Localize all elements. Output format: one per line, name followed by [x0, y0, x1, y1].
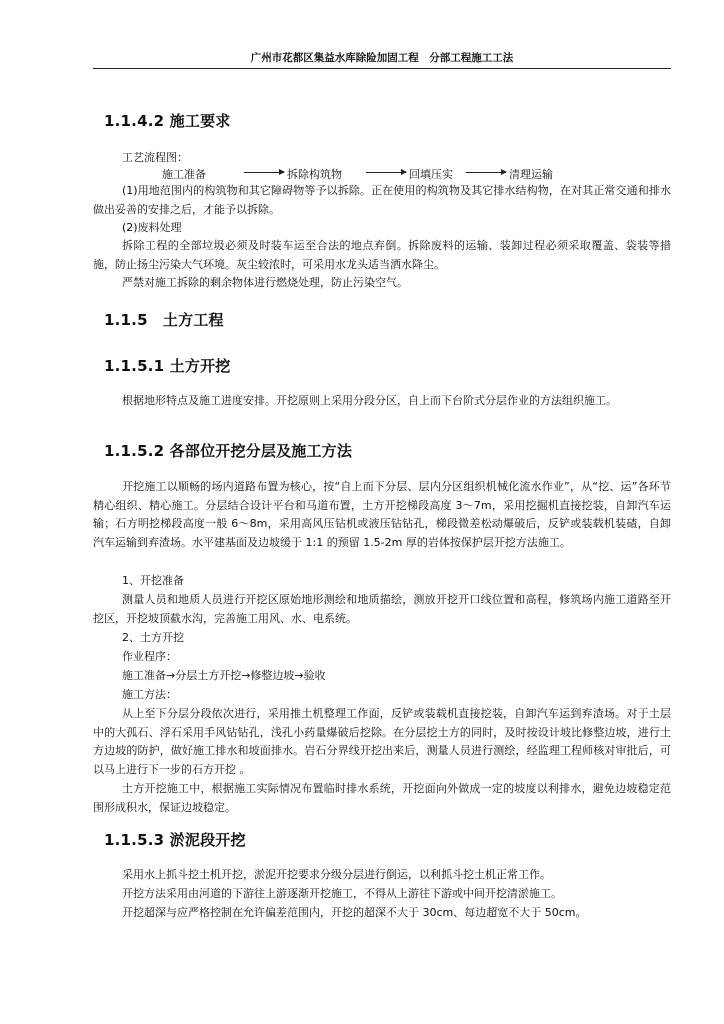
page-header: 广州市花都区集益水库除险加固工程 分部工程施工工法	[93, 50, 671, 69]
flow-label: 工艺流程图：	[122, 151, 188, 164]
paragraph: 施工准备→分层土方开挖→修整边坡→验收	[122, 669, 326, 682]
heading-1-1-4-2: 1.1.4.2 施工要求	[104, 112, 231, 130]
heading-1-1-5-1: 1.1.5.1 土方开挖	[104, 357, 231, 375]
heading-1-1-5: 1.1.5 土方工程	[104, 311, 224, 329]
heading-1-1-5-2: 1.1.5.2 各部位开挖分层及施工方法	[104, 442, 353, 460]
paragraph: 拆除工程的全部垃圾必须及时装车运至合法的地点弃倒。拆除废料的运输、装卸过程必须采取覆盖、袋装等措施，防止扬尘污染大气环境。灰尘较浓时，可采用水龙头适当洒水降尘。	[93, 239, 671, 271]
flow-arrow-icon	[466, 172, 506, 173]
paragraph: 施工方法：	[122, 688, 177, 701]
paragraph: 1、开挖准备	[122, 574, 184, 587]
paragraph: 根据地形特点及施工进度安排。开挖原则上采用分段分区，自上而下台阶式分层作业的方法组织施工。	[122, 394, 617, 407]
flow-step-4: 清理运输	[509, 168, 553, 181]
paragraph: 测量人员和地质人员进行开挖区原始地形测绘和地质描绘，测放开挖开口线位置和高程，修筑场内施工道路至开挖区，开挖坡顶截水沟，完善施工用风、水、电系统。	[93, 593, 671, 625]
paragraph: 采用水上抓斗挖土机开挖，淤泥开挖要求分级分层进行倒运，以利抓斗挖土机正常工作。	[122, 868, 551, 881]
paragraph: 开挖方法采用由河道的下游往上游逐渐开挖施工，不得从上游往下游或中间开挖清淤施工。	[122, 887, 562, 900]
paragraph: 作业程序：	[122, 650, 177, 663]
paragraph: 从上至下分层分段依次进行，采用推土机整理工作面，反铲或装载机直接挖装，自卸汽车运到弃渣场。对于土层中的大孤石、浮石采用手风钻钻孔，浅孔小药量爆破后挖除。在分层挖土方的同时，及时按设计坡比修整边坡，进行土方边坡的防护，做好施工排水和坡面排水。岩石分界线开挖出来后，测量人员进行测绘，经监理工程师核对审批后，可以马上进行下一步的石方开挖 。	[93, 707, 671, 776]
flow-step-1: 施工准备	[162, 168, 206, 181]
flow-arrow-icon	[244, 172, 284, 173]
paragraph: 开挖超深与应严格控制在允许偏差范围内，开挖的超深不大于 30cm、每边超宽不大于 50cm。	[122, 906, 587, 919]
paragraph: 土方开挖施工中，根据施工实际情况布置临时排水系统，开挖面向外做成一定的坡度以利排水，避免边坡稳定范围形成积水，保证边坡稳定。	[93, 782, 671, 814]
heading-1-1-5-3: 1.1.5.3 淤泥段开挖	[104, 831, 246, 849]
flow-step-2: 拆除构筑物	[287, 168, 342, 181]
flow-step-3: 回填压实	[409, 168, 453, 181]
paragraph: (1)用地范围内的构筑物和其它障碍物等予以拆除。正在使用的构筑物及其它排水结构物，在对其正常交通和排水做出妥善的安排之后，才能予以拆除。	[93, 184, 671, 216]
paragraph: 2、土方开挖	[122, 631, 184, 644]
paragraph: (2)废料处理	[122, 221, 182, 234]
flow-arrow-icon	[366, 172, 406, 173]
paragraph: 开挖施工以顺畅的场内道路布置为核心，按“自上而下分层、层内分区组织机械化流水作业”，从“挖、运”各环节精心组织、精心施工。分层结合设计平台和马道布置，土方开挖梯段高度 3～7m，采用挖掘机直接挖装，自卸汽车运输；石方明挖梯段高度一般 6～8m，采用高风压钻机或液压钻钻孔，梯段微差松动爆破后，反铲或装载机装碴，自卸汽车运输到弃渣场。水平建基面及边坡缓于 1:1 的预留 1.5-2m 厚的岩体按保护层开挖方法施工。	[93, 480, 671, 549]
paragraph: 严禁对施工拆除的剩余物体进行燃烧处理，防止污染空气。	[122, 276, 408, 289]
